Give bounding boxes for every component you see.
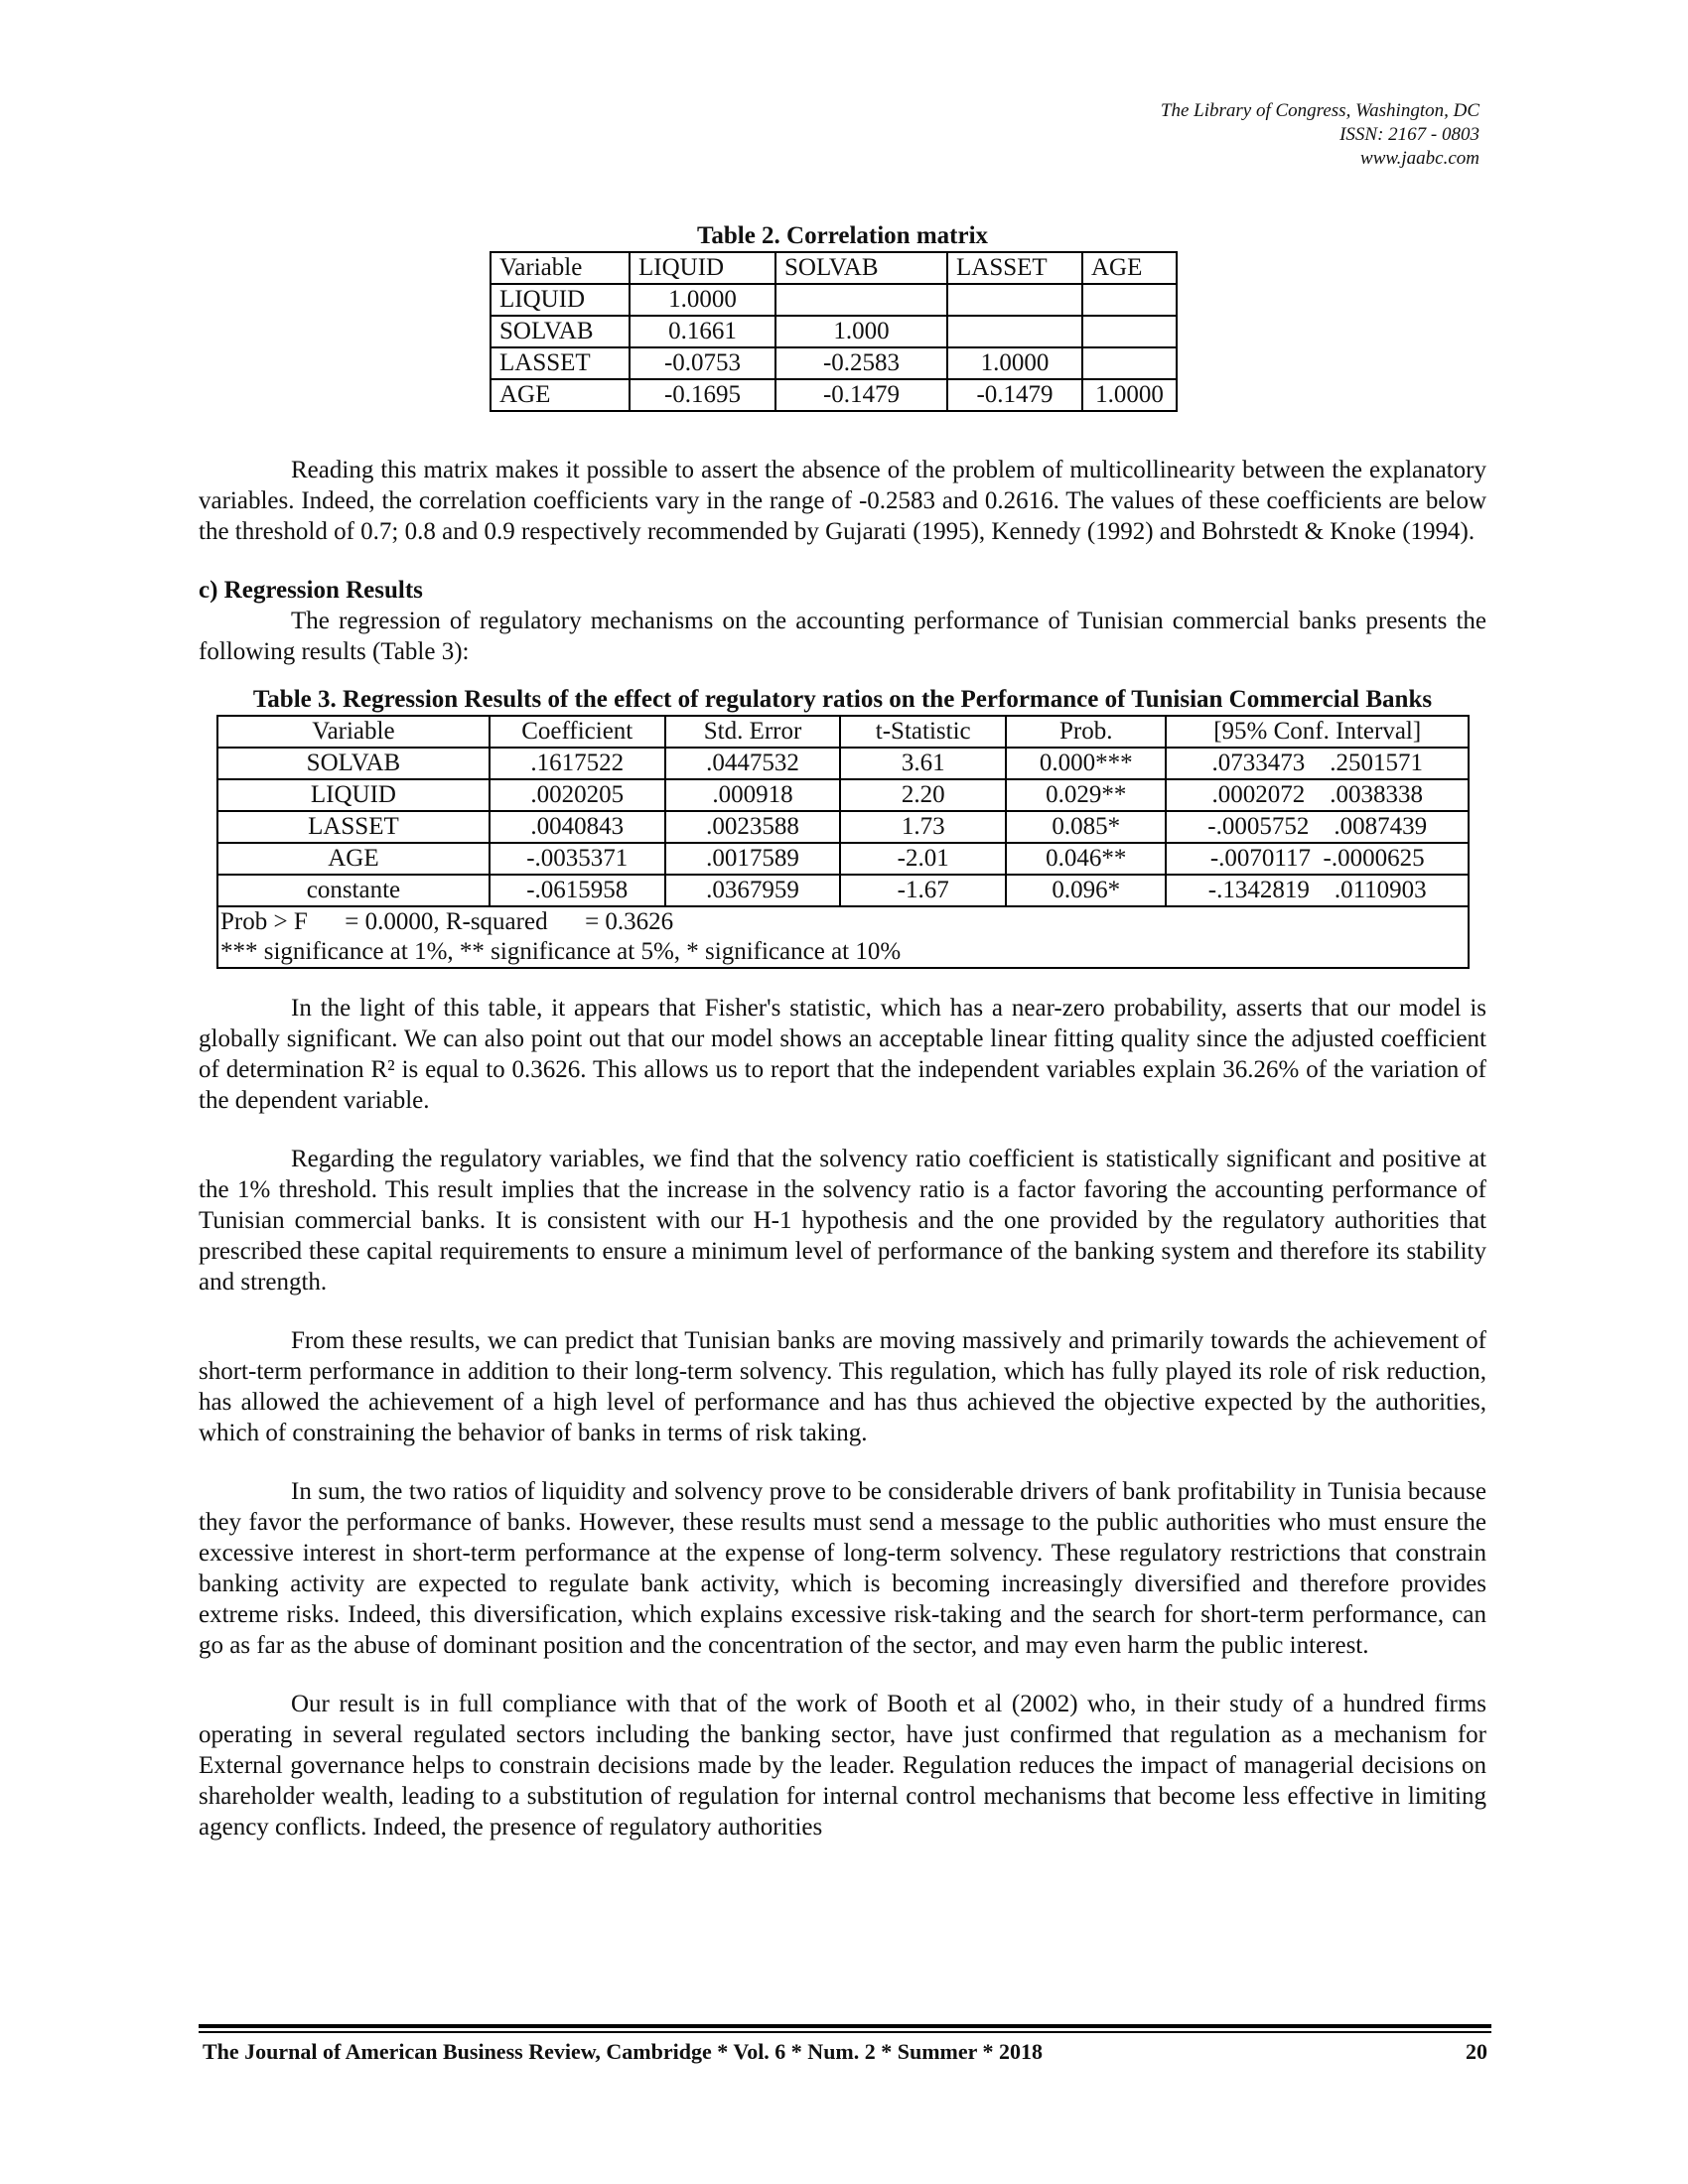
table-cell: -.0035371 xyxy=(490,843,665,875)
table-cell: .0023588 xyxy=(665,811,841,843)
table-row xyxy=(217,779,1469,811)
table-cell: 0.096* xyxy=(1006,875,1166,906)
table-cell: 1.0000 xyxy=(1082,379,1177,411)
table-header-cell: Coefficient xyxy=(490,716,665,748)
paragraph-compliance: Our result is in full compliance with that of the work of Booth et al (2002) who, in their study of a hundred firms operating in several regulated sectors including the banking sector, have just confirmed that regulation as a mechanism for External governance helps to constrain decisions made by the leader. Regulation reduces the impact of managerial decisions on shareholder wealth, leading to a substitution of regulation for internal control mechanisms that become less effective in limiting agency conflicts. Indeed, the presence of regulatory authorities xyxy=(199,1691,1486,1841)
table-row xyxy=(491,316,1177,347)
table-cell: -0.0753 xyxy=(630,347,775,379)
table-cell: .000918 xyxy=(665,779,841,811)
paragraph-predictions: From these results, we can predict that Tunisian banks are moving massively and primarily towards the achievement of short-term performance in addition to their long-term solvency. This regulation, which has fully played its role of risk reduction, has allowed the achievement of a high level of performance and has thus achieved the objective expected by the authorities, which of constraining the behavior of banks in terms of risk taking. xyxy=(199,1327,1486,1446)
table-cell xyxy=(947,284,1082,316)
page-footer xyxy=(203,2039,1487,2065)
table-cell: 0.1661 xyxy=(630,316,775,347)
table-cell: .0002072 .0038338 xyxy=(1166,779,1469,811)
correlation-table xyxy=(490,251,1178,412)
table-header-cell: SOLVAB xyxy=(775,252,947,284)
table-cell: -0.1479 xyxy=(775,379,947,411)
table-header-row xyxy=(491,252,1177,284)
table-cell: 1.0000 xyxy=(630,284,775,316)
table-row xyxy=(491,379,1177,411)
table-header-cell: Variable xyxy=(491,252,630,284)
table-cell: AGE xyxy=(217,843,490,875)
table-cell xyxy=(775,284,947,316)
table-cell: .0367959 xyxy=(665,875,841,906)
table-cell: 0.046** xyxy=(1006,843,1166,875)
table-cell: LIQUID xyxy=(217,779,490,811)
table-row xyxy=(217,875,1469,906)
table-cell: -1.67 xyxy=(840,875,1006,906)
table-cell: 0.085* xyxy=(1006,811,1166,843)
header-line-3: www.jaabc.com xyxy=(1360,148,1479,169)
table-header-cell: t-Statistic xyxy=(840,716,1006,748)
paragraph-fisher-statistic: In the light of this table, it appears that Fisher's statistic, which has a near-zero probability, asserts that our model is globally significant. We can also point out that our model shows an acceptable linear fitting quality since the adjusted coefficient of determination R² is equal to 0.3626. This allows us to report that the independent variables explain 36.26% of the variation of the dependent variable. xyxy=(199,995,1486,1114)
table-cell: LASSET xyxy=(491,347,630,379)
page-header xyxy=(1161,99,1479,171)
header-line-2: ISSN: 2167 - 0803 xyxy=(1339,124,1479,145)
table-row xyxy=(217,748,1469,779)
table-cell xyxy=(1082,316,1177,347)
table-cell: 1.73 xyxy=(840,811,1006,843)
table-row xyxy=(491,347,1177,379)
table2-title: Table 2. Correlation matrix xyxy=(696,222,989,249)
table-header-cell: LASSET xyxy=(947,252,1082,284)
table-cell: LIQUID xyxy=(491,284,630,316)
table-cell: -0.2583 xyxy=(775,347,947,379)
table-header-cell: Variable xyxy=(217,716,490,748)
table-cell: 1.000 xyxy=(775,316,947,347)
table-header-cell: [95% Conf. Interval] xyxy=(1166,716,1469,748)
table-row xyxy=(491,284,1177,316)
page-content xyxy=(199,221,1486,1843)
table-header-cell: AGE xyxy=(1082,252,1177,284)
table-cell: -.1342819 .0110903 xyxy=(1166,875,1469,906)
table-cell: -.0005752 .0087439 xyxy=(1166,811,1469,843)
table-header-cell: Std. Error xyxy=(665,716,841,748)
section-heading: c) Regression Results xyxy=(199,577,423,604)
table-cell: 3.61 xyxy=(840,748,1006,779)
footer-rule-thin xyxy=(199,2031,1491,2033)
regression-fit-note: Prob > F = 0.0000, R-squared = 0.3626 xyxy=(220,908,674,935)
table-cell: 1.0000 xyxy=(947,347,1082,379)
table-note-row xyxy=(217,906,1469,968)
table-cell: -0.1479 xyxy=(947,379,1082,411)
table-header-cell: Prob. xyxy=(1006,716,1166,748)
journal-citation: The Journal of American Business Review, Cambridge * Vol. 6 * Num. 2 * Summer * 2018 xyxy=(203,2039,1044,2064)
table-cell: LASSET xyxy=(217,811,490,843)
paragraph-summary: In sum, the two ratios of liquidity and solvency prove to be considerable drivers of bank profitability in Tunisia because they favor the performance of banks. However, these results must send a message to the public authorities who must ensure the excessive interest in short-term performance at the expense of long-term solvency. These regulatory restrictions that constrain banking activity are expected to regulate bank activity, which is becoming increasingly diversified and therefore provides extreme risks. Indeed, this diversification, which explains excessive risk-taking and the search for short-term performance, can go as far as the abuse of dominant position and the concentration of the sector, and may even harm the public interest. xyxy=(199,1478,1486,1659)
table-cell: 0.029** xyxy=(1006,779,1166,811)
table-cell: SOLVAB xyxy=(217,748,490,779)
header-line-1: The Library of Congress, Washington, DC xyxy=(1160,100,1479,121)
table-note-cell xyxy=(217,906,1469,968)
table-cell xyxy=(947,316,1082,347)
table-header-row xyxy=(217,716,1469,748)
table-cell: AGE xyxy=(491,379,630,411)
table-cell: SOLVAB xyxy=(491,316,630,347)
table-row xyxy=(217,843,1469,875)
table-cell: .0733473 .2501571 xyxy=(1166,748,1469,779)
table-cell: -.0070117 -.0000625 xyxy=(1166,843,1469,875)
table-cell: constante xyxy=(217,875,490,906)
table-cell: -2.01 xyxy=(840,843,1006,875)
paragraph-multicollinearity: Reading this matrix makes it possible to assert the absence of the problem of multicollinearity between the explanatory variables. Indeed, the correlation coefficients vary in the range of -0.2583 and 0.2616. The values of these coefficients are below the threshold of 0.7; 0.8 and 0.9 respectively recommended by Gujarati (1995), Kennedy (1992) and Bohrstedt & Knoke (1994). xyxy=(199,457,1486,545)
table-cell: .0017589 xyxy=(665,843,841,875)
table3-title: Table 3. Regression Results of the effect of regulatory ratios on the Performance of Tunisian Commercial Banks xyxy=(252,686,1433,713)
table-cell: 0.000*** xyxy=(1006,748,1166,779)
table-cell xyxy=(1082,347,1177,379)
significance-note: *** significance at 1%, ** significance at 5%, * significance at 10% xyxy=(220,938,902,965)
paragraph-regulatory-variables: Regarding the regulatory variables, we find that the solvency ratio coefficient is statistically significant and positive at the 1% threshold. This result implies that the increase in the solvency ratio is a factor favoring the accounting performance of Tunisian commercial banks. It is consistent with our H-1 hypothesis and the one provided by the regulatory authorities that prescribed these capital requirements to ensure a minimum level of performance of the banking system and therefore its stability and strength. xyxy=(199,1146,1486,1296)
regression-table xyxy=(216,715,1470,969)
page-number: 20 xyxy=(1466,2039,1487,2064)
table-cell: .0040843 xyxy=(490,811,665,843)
table-header-cell: LIQUID xyxy=(630,252,775,284)
table-cell xyxy=(1082,284,1177,316)
table-cell: .1617522 xyxy=(490,748,665,779)
table-cell: .0020205 xyxy=(490,779,665,811)
table-cell: 2.20 xyxy=(840,779,1006,811)
paragraph-regression-intro: The regression of regulatory mechanisms on the accounting performance of Tunisian commercial banks presents the following results (Table 3): xyxy=(199,608,1486,665)
table-row xyxy=(217,811,1469,843)
footer-rule-thick xyxy=(199,2024,1491,2028)
table-cell: .0447532 xyxy=(665,748,841,779)
table-cell: -.0615958 xyxy=(490,875,665,906)
table-cell: -0.1695 xyxy=(630,379,775,411)
